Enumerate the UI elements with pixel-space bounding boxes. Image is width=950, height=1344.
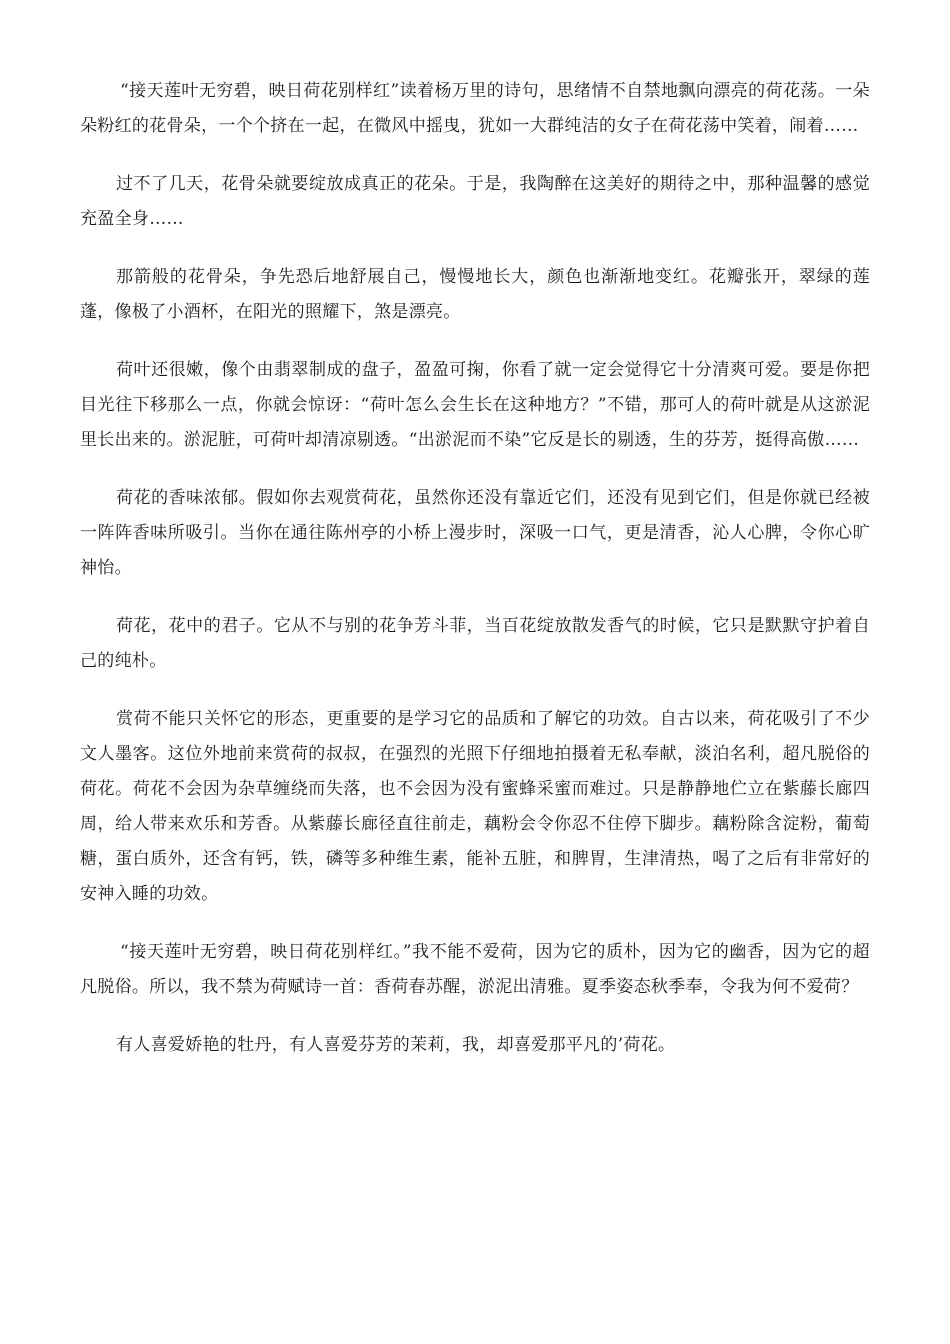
- paragraph-4: 荷叶还很嫩，像个由翡翠制成的盘子，盈盈可掬，你看了就一定会觉得它十分清爽可爱。要是你把目光往下移那么一点，你就会惊讶：“荷叶怎么会生长在这种地方？”不错，那可人的荷叶就是从这淤泥里长出来的。淤泥脏，可荷叶却清凉剔透。“出淤泥而不染”它反是长的剔透，生的芬芳，挺得高傲……: [80, 360, 870, 450]
- paragraph-1: “接天莲叶无穷碧，映日荷花别样红”读着杨万里的诗句，思绪情不自禁地飘向漂亮的荷花荡。一朵朵粉红的花骨朵，一个个挤在一起，在微风中摇曳，犹如一大群纯洁的女子在荷花荡中笑着，闹着……: [80, 81, 870, 136]
- paragraph-9: 有人喜爱娇艳的牡丹，有人喜爱芬芳的茉莉，我，却喜爱那平凡的’荷花。: [116, 1035, 676, 1055]
- paragraph-7: 赏荷不能只关怀它的形态，更重要的是学习它的品质和了解它的功效。自古以来，荷花吸引了不少文人墨客。这位外地前来赏荷的叔叔，在强烈的光照下仔细地拍摄着无私奉献，淡泊名利，超凡脱俗的荷花。荷花不会因为杂草缠绕而失落，也不会因为没有蜜蜂采蜜而难过。只是静静地伫立在紫藤长廊四周，给人带来欢乐和芳香。从紫藤长廊径直往前走，藕粉会令你忍不住停下脚步。藕粉除含淀粉，葡萄糖，蛋白质外，还含有钙，铁，磷等多种维生素，能补五脏，和脾胃，生津清热，喝了之后有非常好的安神入睡的功效。: [80, 709, 870, 904]
- paragraph-5: 荷花的香味浓郁。假如你去观赏荷花，虽然你还没有靠近它们，还没有见到它们，但是你就已经被一阵阵香味所吸引。当你在通往陈州亭的小桥上漫步时，深吸一口气，更是清香，沁人心脾，令你心旷神怡。: [80, 488, 870, 578]
- paragraph-3: 那箭般的花骨朵，争先恐后地舒展自己，慢慢地长大，颜色也渐渐地变红。花瓣张开，翠绿的莲蓬，像极了小酒杯，在阳光的照耀下，煞是漂亮。: [80, 267, 870, 322]
- paragraph-6: 荷花，花中的君子。它从不与别的花争芳斗菲，当百花绽放散发香气的时候，它只是默默守护着自己的纯朴。: [80, 616, 870, 671]
- document-body: [80, 74, 870, 1086]
- paragraph-2: 过不了几天，花骨朵就要绽放成真正的花朵。于是，我陶醉在这美好的期待之中，那种温馨的感觉充盈全身……: [80, 174, 870, 229]
- paragraph-8: “接天莲叶无穷碧，映日荷花别样红。”我不能不爱荷，因为它的质朴，因为它的幽香，因为它的超凡脱俗。所以，我不禁为荷赋诗一首：香荷春苏醒，淤泥出清雅。夏季姿态秋季奉，令我为何不爱荷？: [80, 942, 870, 997]
